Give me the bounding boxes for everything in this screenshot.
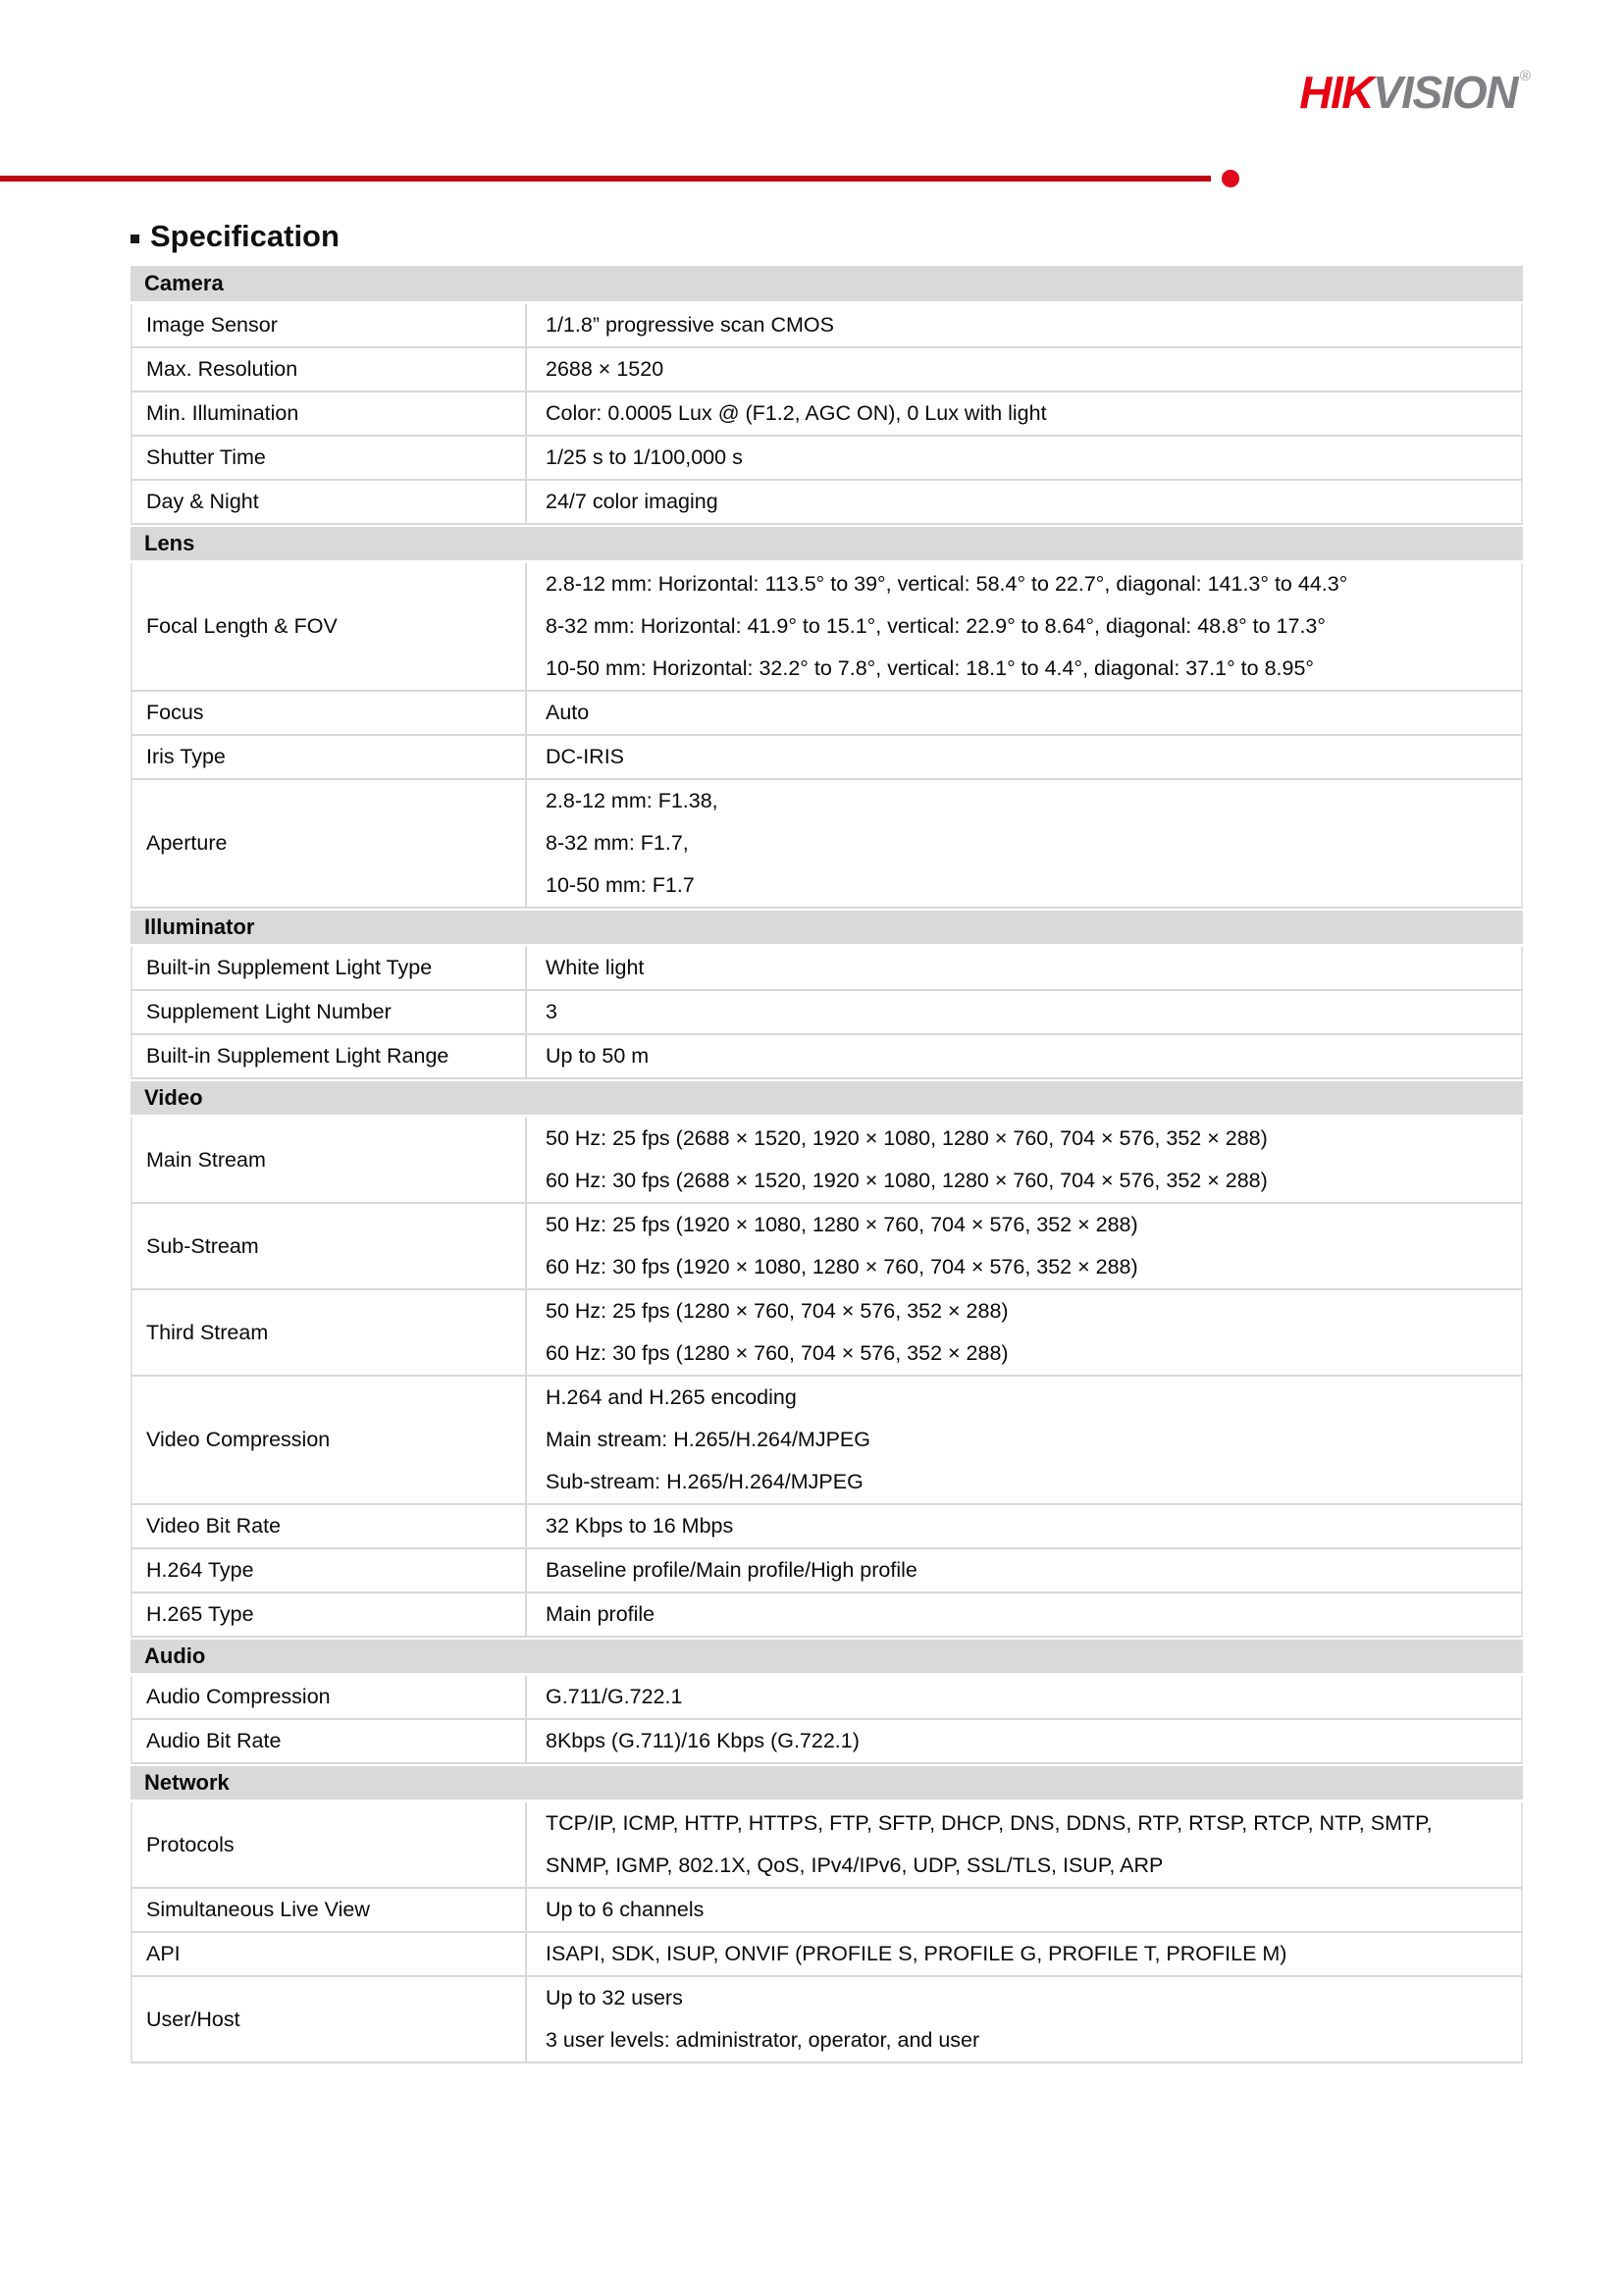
spec-row [131,1889,1523,1933]
spec-value [527,1204,1523,1290]
spec-value-line: 2.8-12 mm: Horizontal: 113.5° to 39°, vertical: 58.4° to 22.7°, diagonal: 141.3° to 44.3° [546,572,1348,596]
spec-label: Focus [131,692,527,736]
title-bullet-icon [131,235,139,243]
spec-label: Focal Length & FOV [131,563,527,692]
spec-label: H.265 Type [131,1593,527,1638]
spec-value [527,563,1523,692]
spec-row [131,1377,1523,1505]
spec-value-line: 60 Hz: 30 fps (1920 × 1080, 1280 × 760, 704 × 576, 352 × 288) [546,1255,1138,1278]
spec-value [527,1377,1523,1505]
page-title-text: Specification [150,219,340,253]
spec-label: Simultaneous Live View [131,1889,527,1933]
spec-label: Supplement Light Number [131,991,527,1035]
spec-row [131,1593,1523,1638]
section-header-label: Illuminator [131,909,1523,947]
spec-row [131,1204,1523,1290]
section-header-row [131,909,1523,947]
section-header-label: Audio [131,1638,1523,1676]
spec-label: Main Stream [131,1118,527,1204]
spec-row [131,1549,1523,1593]
spec-value [527,1290,1523,1377]
spec-value-line: 32 Kbps to 16 Mbps [546,1514,734,1538]
spec-value-line: 60 Hz: 30 fps (1280 × 760, 704 × 576, 352 × 288) [546,1341,1009,1365]
spec-row [131,437,1523,481]
spec-value-line: H.264 and H.265 encoding [546,1385,797,1409]
spec-value [527,304,1523,348]
spec-value [527,1593,1523,1638]
spec-row [131,780,1523,909]
spec-label: Max. Resolution [131,348,527,392]
spec-value-line: 8-32 mm: Horizontal: 41.9° to 15.1°, vertical: 22.9° to 8.64°, diagonal: 48.8° to 17.3° [546,614,1326,638]
spec-value-line: 10-50 mm: Horizontal: 32.2° to 7.8°, vertical: 18.1° to 4.4°, diagonal: 37.1° to 8.95° [546,656,1315,680]
spec-value-line: 3 user levels: administrator, operator, and user [546,2028,980,2052]
spec-label: Image Sensor [131,304,527,348]
section-header-row [131,525,1523,563]
spec-label: API [131,1933,527,1977]
spec-row [131,481,1523,525]
spec-value-line: Color: 0.0005 Lux @ (F1.2, AGC ON), 0 Lux with light [546,401,1047,425]
spec-value [527,1889,1523,1933]
spec-table-body [131,266,1523,2063]
spec-value [527,1676,1523,1720]
spec-value [527,991,1523,1035]
header-rule-line [0,176,1211,182]
spec-value-line: 60 Hz: 30 fps (2688 × 1520, 1920 × 1080, 1280 × 760, 704 × 576, 352 × 288) [546,1169,1268,1192]
spec-value-line: 2.8-12 mm: F1.38, [546,789,718,812]
spec-label: H.264 Type [131,1549,527,1593]
spec-row [131,1290,1523,1377]
spec-value-line: Main profile [546,1602,655,1626]
spec-label: Audio Compression [131,1676,527,1720]
spec-value-line: Sub-stream: H.265/H.264/MJPEG [546,1470,864,1493]
spec-value-line: 50 Hz: 25 fps (2688 × 1520, 1920 × 1080, 1280 × 760, 704 × 576, 352 × 288) [546,1126,1268,1150]
spec-label: Shutter Time [131,437,527,481]
spec-label: Sub-Stream [131,1204,527,1290]
spec-value-line: 1/25 s to 1/100,000 s [546,445,743,469]
spec-label: Built-in Supplement Light Range [131,1035,527,1079]
section-header-label: Camera [131,266,1523,304]
spec-value [527,947,1523,991]
spec-value-line: 50 Hz: 25 fps (1920 × 1080, 1280 × 760, 704 × 576, 352 × 288) [546,1213,1138,1236]
spec-value [527,1549,1523,1593]
spec-value-line: White light [546,956,645,979]
spec-value-line: Auto [546,701,590,724]
spec-value [527,1720,1523,1764]
spec-value [527,1933,1523,1977]
spec-value [527,780,1523,909]
spec-value [527,1505,1523,1549]
spec-row [131,1676,1523,1720]
spec-value [527,481,1523,525]
section-header-row [131,1764,1523,1802]
spec-label: Min. Illumination [131,392,527,437]
spec-value [527,437,1523,481]
spec-label: Video Compression [131,1377,527,1505]
section-header-row [131,1079,1523,1118]
spec-value-line: Main stream: H.265/H.264/MJPEG [546,1428,870,1451]
spec-row [131,1720,1523,1764]
spec-row [131,1802,1523,1889]
spec-row [131,736,1523,780]
spec-value [527,1977,1523,2063]
spec-value [527,348,1523,392]
spec-row [131,1035,1523,1079]
spec-label: Built-in Supplement Light Type [131,947,527,991]
spec-value-line: 8-32 mm: F1.7, [546,831,689,855]
section-header-row [131,266,1523,304]
spec-label: User/Host [131,1977,527,2063]
spec-value-line: G.711/G.722.1 [546,1685,683,1708]
spec-value-line: Up to 32 users [546,1986,683,2009]
spec-table [131,266,1523,2063]
spec-row [131,947,1523,991]
spec-value-line: Up to 50 m [546,1044,650,1068]
spec-value-line: 3 [546,1000,557,1023]
spec-label: Protocols [131,1802,527,1889]
spec-label: Day & Night [131,481,527,525]
section-header-label: Video [131,1079,1523,1118]
spec-value-line: 50 Hz: 25 fps (1280 × 760, 704 × 576, 352 × 288) [546,1299,1009,1323]
section-header-label: Lens [131,525,1523,563]
spec-value-line: ISAPI, SDK, ISUP, ONVIF (PROFILE S, PROFILE G, PROFILE T, PROFILE M) [546,1942,1287,1965]
registered-trademark-icon: ® [1519,68,1531,84]
page-title [131,220,340,253]
spec-value [527,392,1523,437]
spec-row [131,304,1523,348]
spec-value [527,692,1523,736]
spec-value [527,736,1523,780]
spec-value-line: 8Kbps (G.711)/16 Kbps (G.722.1) [546,1729,860,1752]
hikvision-logo [1299,67,1531,118]
logo-hik-text: HIK [1299,67,1373,118]
spec-row [131,1505,1523,1549]
spec-row [131,692,1523,736]
spec-label: Video Bit Rate [131,1505,527,1549]
spec-value-line: TCP/IP, ICMP, HTTP, HTTPS, FTP, SFTP, DHCP, DNS, DDNS, RTP, RTSP, RTCP, NTP, SMTP, [546,1811,1433,1835]
spec-value-line: DC-IRIS [546,745,625,768]
spec-value-line: 1/1.8” progressive scan CMOS [546,313,834,337]
spec-row [131,1933,1523,1977]
spec-value-line: 10-50 mm: F1.7 [546,873,695,897]
spec-row [131,991,1523,1035]
header-rule-dot-icon [1222,170,1239,187]
spec-value [527,1035,1523,1079]
spec-label: Third Stream [131,1290,527,1377]
spec-label: Audio Bit Rate [131,1720,527,1764]
spec-value-line: 2688 × 1520 [546,357,664,381]
logo-vision-text: VISION [1373,67,1517,118]
spec-row [131,563,1523,692]
spec-value-line: SNMP, IGMP, 802.1X, QoS, IPv4/IPv6, UDP, SSL/TLS, ISUP, ARP [546,1853,1164,1877]
spec-value-line: Baseline profile/Main profile/High profile [546,1558,917,1582]
spec-row [131,1977,1523,2063]
section-header-row [131,1638,1523,1676]
spec-label: Aperture [131,780,527,909]
spec-value [527,1118,1523,1204]
section-header-label: Network [131,1764,1523,1802]
spec-value-line: 24/7 color imaging [546,490,718,513]
spec-row [131,1118,1523,1204]
spec-row [131,392,1523,437]
spec-label: Iris Type [131,736,527,780]
spec-value-line: Up to 6 channels [546,1898,705,1921]
spec-value [527,1802,1523,1889]
spec-row [131,348,1523,392]
